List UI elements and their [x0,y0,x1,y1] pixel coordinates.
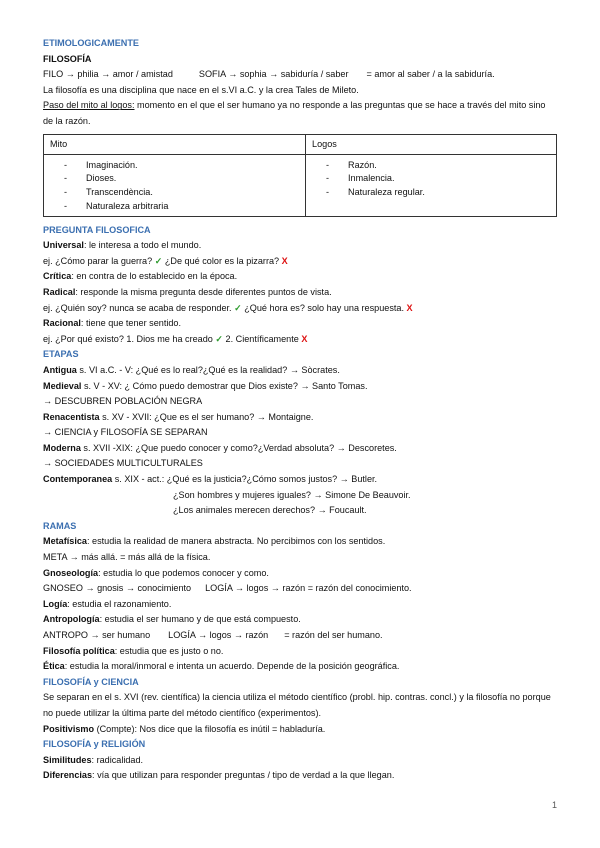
origin-line: La filosofía es una disciplina que nace en el s.VI a.C. y la crea Tales de Mileto. [43,84,359,95]
similitudes-line: Similitudes: radicalidad. [43,754,144,765]
etapa-contemporanea: Contemporanea s. XIX - act.: ¿Qué es la justicia?¿Cómo somos justos? → Butler. [43,474,378,485]
list-item: - Imaginación. [64,159,138,170]
header-mito: Mito [44,134,306,154]
paso-mito-logos [43,98,557,129]
heading-pregunta: PREGUNTA FILOSOFICA [43,224,151,235]
universal-line: Universal: le interesa a todo el mundo. [43,240,202,251]
list-item: - Inmalencia. [326,173,395,184]
diferencias-line: Diferencias: vía que utilizan para responder preguntas / tipo de verdad a la que llegan. [43,770,395,781]
list-item: - Dioses. [64,173,117,184]
example-1: ej. ¿Cómo parar la guerra? ✓ ¿De qué color es la pizarra? X [43,255,288,266]
cross-icon: X [301,333,308,344]
rama-gnoseologia: Gnoseología: estudia lo que podemos conocer y como. [43,567,269,578]
etapa-renacentista: Renacentista s. XV - XVII: ¿Que es el ser humano? → Montaigne. [43,411,314,422]
etapa-antigua: Antigua s. VI a.C. - V: ¿Qué es lo real?¿Qué es la realidad? → Sòcrates. [43,364,340,375]
meta-etymology: META → más allá. = más allá de la física. [43,552,211,563]
subheading-filosofia: FILOSOFÍA [43,53,92,64]
page-number: 1 [551,800,557,810]
heading-ciencia: FILOSOFÍA y CIENCIA [43,676,139,687]
filo-etymology: FILO → philia → amor / amistad [43,69,173,80]
cross-icon: X [281,255,288,266]
heading-ramas: RAMAS [43,520,77,531]
rama-logia: Logía: estudia el razonamiento. [43,598,172,609]
racional-line: Racional: tiene que tener sentido. [43,318,182,329]
heading-religion: FILOSOFÍA y RELIGIÓN [43,739,146,750]
etapa-contemporanea-3: ¿Los animales merecen derechos? → Foucault. [173,505,367,516]
rama-antropologia: Antropología: estudia el ser humano y de que está compuesto. [43,614,301,625]
positivismo-line: Positivismo (Compte): Nos dice que la filosofía es inútil = habladuría. [43,723,326,734]
radical-line: Radical: responde la misma pregunta desde diferentes puntos de vista. [43,286,332,297]
etymology-result: = amor al saber / a la sabiduría. [366,69,495,80]
example-2: ej. ¿Quién soy? nunca se acaba de responder. ✓ ¿Qué hora es? solo hay una respuesta. X [43,302,413,313]
etapa-moderna-note: → SOCIEDADES MULTICULTURALES [43,458,203,469]
document-page [43,36,557,784]
paso-text: momento en el que el ser humano ya no responde a las preguntas que se hace a través del mito sino de la razón. [43,100,546,126]
rama-politica: Filosofía política: estudia que es justo o no. [43,645,224,656]
paso-label: Paso del mito al logos: [43,100,135,111]
etapa-moderna: Moderna s. XVII -XIX: ¿Que puedo conocer y como?¿Verdad absoluta? → Descoretes. [43,442,397,453]
list-item: - Naturaleza arbitraria [64,200,169,211]
etapa-medieval: Medieval s. V - XV: ¿ Cómo puedo demostrar que Dios existe? → Santo Tomas. [43,380,368,391]
heading-etimologia: ETIMOLOGICAMENTE [43,38,139,48]
etapa-renacentista-note: → CIENCIA y FILOSOFÍA SE SEPARAN [43,427,208,438]
check-icon: ✓ [154,255,163,266]
cross-icon: X [406,302,413,313]
etapa-contemporanea-2: ¿Son hombres y mujeres iguales? → Simone De Beauvoir. [173,489,411,500]
mito-list [64,159,299,214]
header-logos: Logos [306,134,557,154]
gnoseo-etymology: GNOSEO → gnosis → conocimiento LOGÍA → logos → razón = razón del conocimiento. [43,583,412,594]
check-icon: ✓ [215,333,223,344]
example-3: ej. ¿Por qué existo? 1. Dios me ha creado ✓ 2. Científicamente X [43,333,308,344]
etapa-medieval-note: → DESCUBREN POBLACIÓN NEGRA [43,396,203,407]
antropo-etymology: ANTROPO → ser humano LOGÍA → logos → razón = razón del ser humano. [43,630,383,640]
sofia-etymology: SOFIA → sophia → sabiduría / saber [198,69,349,80]
mito-cell [44,154,306,216]
etymology-line [43,67,557,83]
mito-logos-table [43,134,557,217]
rama-metafisica: Metafísica: estudia la realidad de manera abstracta. No percibimos con los sentidos. [43,536,386,547]
list-item: - Transcendència. [64,187,153,198]
logos-cell [306,154,557,216]
check-icon: ✓ [234,302,242,313]
list-item: - Razón. [326,159,377,170]
heading-etapas: ETAPAS [43,349,79,360]
rama-etica: Ética: estudia la moral/inmoral e intenta un acuerdo. Depende de la posición geográfica. [43,661,400,672]
logos-list [326,159,550,200]
critica-line: Crítica: en contra de lo establecido en la época. [43,271,238,282]
list-item: - Naturaleza regular. [326,187,425,198]
ciencia-text: Se separan en el s. XVI (rev. científica) la ciencia utiliza el método científico (probl. hip. contras. concl.) y la filosofía no porque no puede utilizar la última parte del método científico (experimentos). [43,692,551,718]
